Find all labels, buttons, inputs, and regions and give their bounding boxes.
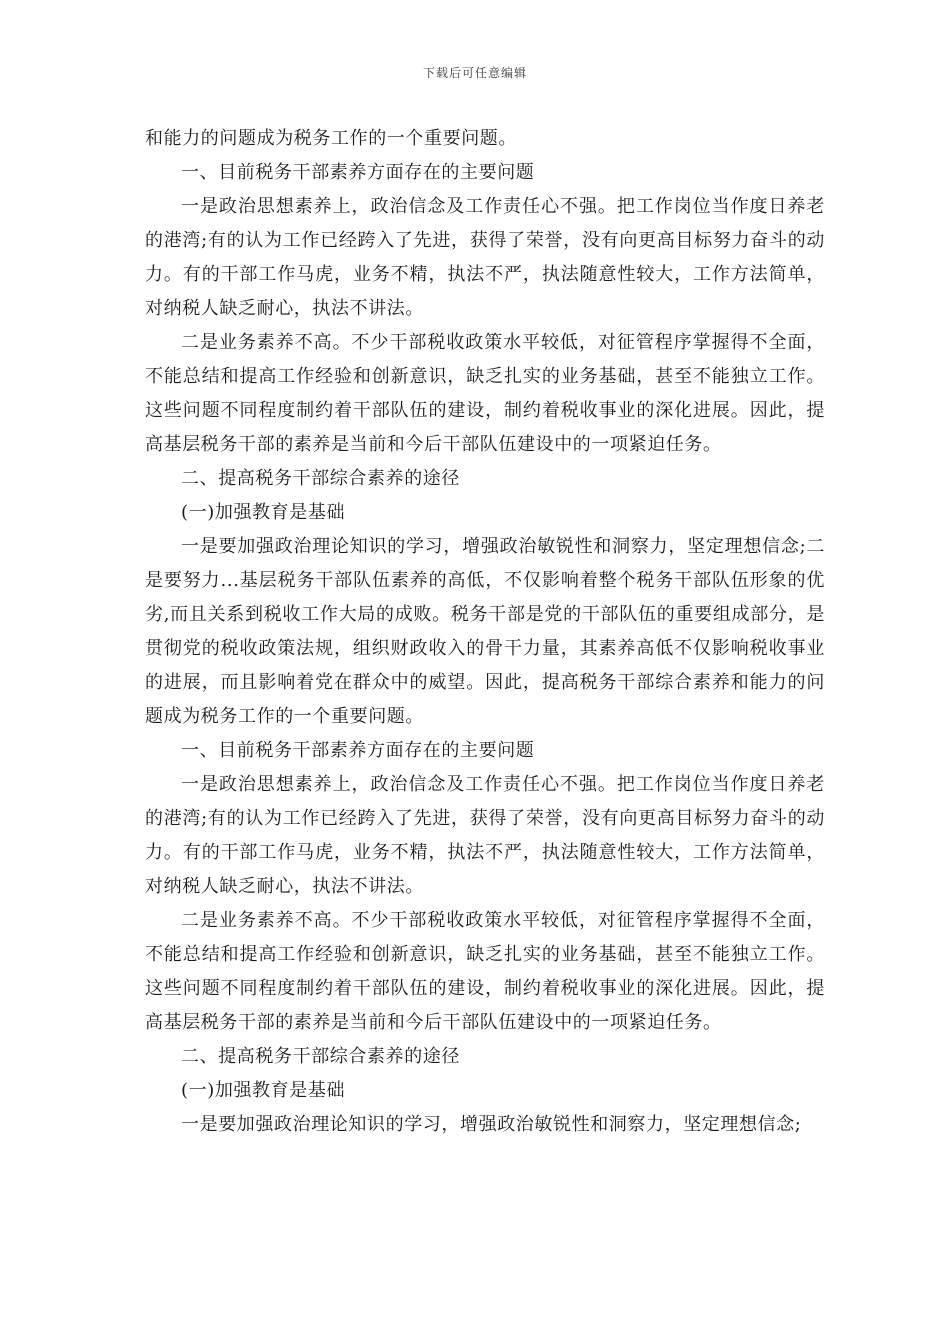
paragraph: 二是业务素养不高。不少干部税收政策水平较低，对征管程序掌握得不全面，不能总结和提高工作经验和创新意识，缺乏扎实的业务基础，甚至不能独立工作。这些问题不同程度制约着干部队伍的建设，制约着税收事业的深化进展。因此，提高基层税务干部的素养是当前和今后干部队伍建设中的一项紧迫任务。: [145, 332, 825, 455]
section-heading: 二、提高税务干部综合素养的途径: [181, 468, 460, 489]
paragraph: 一是要加强政治理论知识的学习，增强政治敏锐性和洞察力，坚定理想信念;: [181, 1114, 802, 1135]
paragraph: 二是业务素养不高。不少干部税收政策水平较低，对征管程序掌握得不全面，不能总结和提高工作经验和创新意识，缺乏扎实的业务基础，甚至不能独立工作。这些问题不同程度制约着干部队伍的建设，制约着税收事业的深化进展。因此，提高基层税务干部的素养是当前和今后干部队伍建设中的一项紧迫任务。: [145, 910, 825, 1033]
section-heading: 二、提高税务干部综合素养的途径: [181, 1046, 460, 1067]
section-heading: 一、目前税务干部素养方面存在的主要问题: [181, 740, 535, 761]
paragraph: 一是要加强政治理论知识的学习，增强政治敏锐性和洞察力，坚定理想信念;二是要努力...基层税务干部队伍素养的高低，不仅影响着整个税务干部队伍形象的优劣,而且关系到税收工作大局的成败。税务干部是党的干部队伍的重要组成部分，是贯彻党的税收政策法规，组织财政收入的骨干力量，其素养高低不仅影响税收事业的进展，而且影响着党在群众中的威望。因此，提高税务干部综合素养和能力的问题成为税务工作的一个重要问题。: [145, 536, 825, 727]
paragraph: 一是政治思想素养上，政治信念及工作责任心不强。把工作岗位当作度日养老的港湾;有的认为工作已经跨入了先进，获得了荣誉，没有向更高目标努力奋斗的动力。有的干部工作马虎，业务不精，执法不严，执法随意性较大，工作方法简单，对纳税人缺乏耐心，执法不讲法。: [145, 196, 825, 319]
subsection-heading: (一)加强教育是基础: [181, 1080, 346, 1101]
paragraph: 和能力的问题成为税务工作的一个重要问题。: [145, 128, 517, 149]
section-heading: 一、目前税务干部素养方面存在的主要问题: [181, 162, 535, 183]
page-header-note: 下载后可任意编辑: [422, 66, 527, 80]
document-body: [145, 122, 825, 1142]
paragraph: 一是政治思想素养上，政治信念及工作责任心不强。把工作岗位当作度日养老的港湾;有的认为工作已经跨入了先进，获得了荣誉，没有向更高目标努力奋斗的动力。有的干部工作马虎，业务不精，执法不严，执法随意性较大，工作方法简单，对纳税人缺乏耐心，执法不讲法。: [145, 774, 825, 897]
subsection-heading: (一)加强教育是基础: [181, 502, 346, 523]
